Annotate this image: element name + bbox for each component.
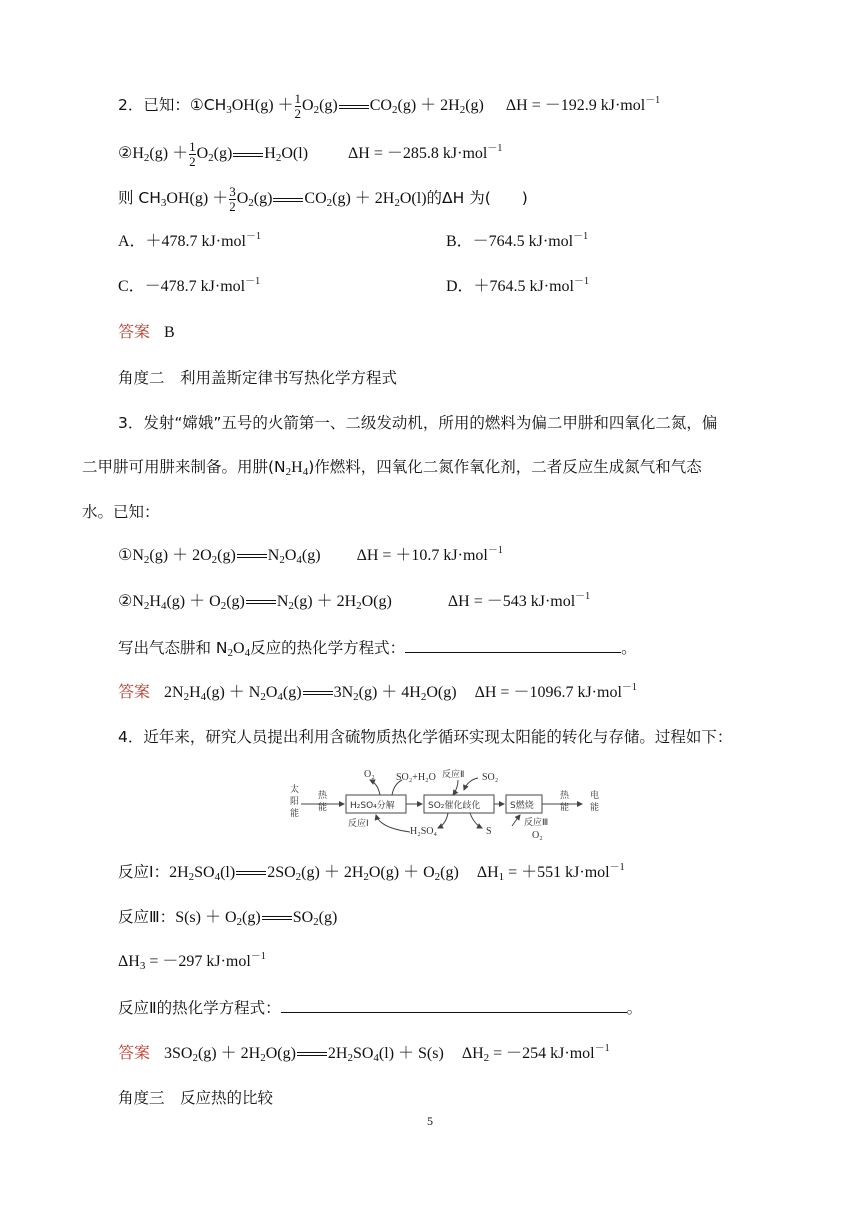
answer-label: 答案 — [118, 682, 151, 701]
q3-line1: 3．发射“嫦娥”五号的火箭第一、二级发动机，所用的燃料为偏二甲肼和四氧化二氮，偏 — [118, 414, 718, 432]
q4-reaction-1: 反应Ⅰ：$2H_2SO_4(l) 2SO_2(g) + 2H_2O(g) + O_2(g) \Delta H_1 = +551$ kJ·mol$^{-1}$ — [118, 862, 625, 883]
q4-ask: 反应Ⅱ的热化学方程式： 。 — [118, 999, 643, 1017]
q2-option-a: A．＋478.7 kJ·mol$^{-1}$ — [118, 231, 262, 250]
q3-line2: 二甲肼可用肼来制备。用肼$(N_2H_4)$作燃料，四氧化二氮作氧化剂，二者反应生成氮气和气态 — [82, 458, 702, 478]
svg-text:SO₂催化歧化: SO₂催化歧化 — [428, 801, 481, 811]
q4-answer: 答案 $3SO_2(g) + 2H_2O(g) 2H_2SO_4(l) + S(s) \Delta H_2 = -254$ kJ·mol$^{-1}$ — [118, 1043, 610, 1064]
answer-label: 答案 — [118, 1043, 151, 1062]
q2-eq2-dh: ΔH = －285.8 kJ·mol — [348, 145, 488, 163]
solar-label: 太阳能 — [290, 785, 300, 819]
q4-reaction-3-dh: $\Delta H_3 = -297$ kJ·mol$^{-1}$ — [118, 951, 266, 972]
answer-label: 答案 — [118, 322, 151, 341]
svg-text:H₂SO₄: H₂SO₄ — [410, 826, 437, 837]
answer-blank — [405, 637, 621, 653]
sulfur-cycle-diagram — [288, 768, 608, 840]
q2-ask: 则 $CH_3OH(g)$ ＋ $\frac{3}{2}$ $O_2(g) CO_2(g) + 2H_2O(l)$的ΔH 为( ) — [118, 184, 528, 214]
q2-option-d: D．＋764.5 kJ·mol$^{-1}$ — [446, 276, 590, 295]
svg-text:反应Ⅲ: 反应Ⅲ — [524, 818, 549, 828]
svg-text:H₂SO₄分解: H₂SO₄分解 — [350, 801, 395, 811]
section-heading-2: 角度二 利用盖斯定律书写热化学方程式 — [118, 369, 398, 387]
svg-text:SO₂+H₂O: SO₂+H₂O — [396, 772, 436, 783]
q3-line3: 水。已知： — [82, 503, 160, 521]
page-number: 5 — [427, 1114, 433, 1128]
q2-eq2: $②H_2(g)$ ＋ $\frac{1}{2}$ $O_2(g)$ $H_2O(l) \Delta H = -285.8$ kJ·mol$^{-1}$ — [118, 139, 503, 169]
electric-label: 电能 — [590, 791, 600, 813]
q4-reaction-3: 反应Ⅲ：$S(s) + O_2(g)$ $SO_2(g)$ — [118, 908, 338, 928]
svg-text:S燃烧: S燃烧 — [510, 801, 534, 811]
heat-label-2: 热能 — [560, 791, 570, 813]
q2-answer: 答案 B — [118, 322, 175, 341]
heat-label-1: 热能 — [318, 791, 328, 813]
fraction-half: $\frac{1}{2}$ — [294, 91, 302, 121]
q3-eq2: $②N_2H_4(g) + O_2(g) N_2(g) + 2H_2O(g) \Delta H = -543$ kJ·mol$^{-1}$ — [118, 591, 591, 612]
q4-line1: 4．近年来，研究人员提出利用含硫物质热化学循环实现太阳能的转化与存储。过程如下： — [118, 728, 733, 746]
svg-text:O₂: O₂ — [532, 830, 543, 840]
q3-eq1: $①N_2(g) + 2O_2(g)$ $N_2O_4(g) \Delta H = +10.7$ kJ·mol$^{-1}$ — [118, 545, 503, 566]
q2-option-c: C．－478.7 kJ·mol$^{-1}$ — [118, 276, 261, 295]
q3-answer: 答案 $2N_2H_4(g) + N_2O_4(g) 3N_2(g) + 4H_2O(g) \Delta H = -1096.7$ kJ·mol$^{-1}$ — [118, 682, 637, 703]
section-heading-3: 角度三 反应热的比较 — [118, 1089, 274, 1107]
svg-text:S: S — [486, 826, 492, 837]
q3-ask: 写出气态肼和 $N_2O_4$反应的热化学方程式： 。 — [118, 639, 637, 659]
answer-blank — [281, 997, 627, 1013]
svg-text:SO₂: SO₂ — [482, 772, 499, 783]
q2-option-b: B．－764.5 kJ·mol$^{-1}$ — [446, 231, 589, 250]
svg-text:反应Ⅱ: 反应Ⅱ — [442, 770, 465, 780]
svg-text:反应Ⅰ: 反应Ⅰ — [348, 819, 369, 829]
q2-eq1-dh: ΔH = －192.9 kJ·mol — [505, 97, 646, 115]
svg-text:O₂: O₂ — [364, 769, 375, 780]
q2-stem: 2．已知：$①CH_3OH(g)$ ＋ $\frac{1}{2}$ $O_2(g) CO_2(g) + 2H_2(g) \Delta H = -192.9$ kJ·mol$^{-1}$ — [118, 91, 661, 121]
